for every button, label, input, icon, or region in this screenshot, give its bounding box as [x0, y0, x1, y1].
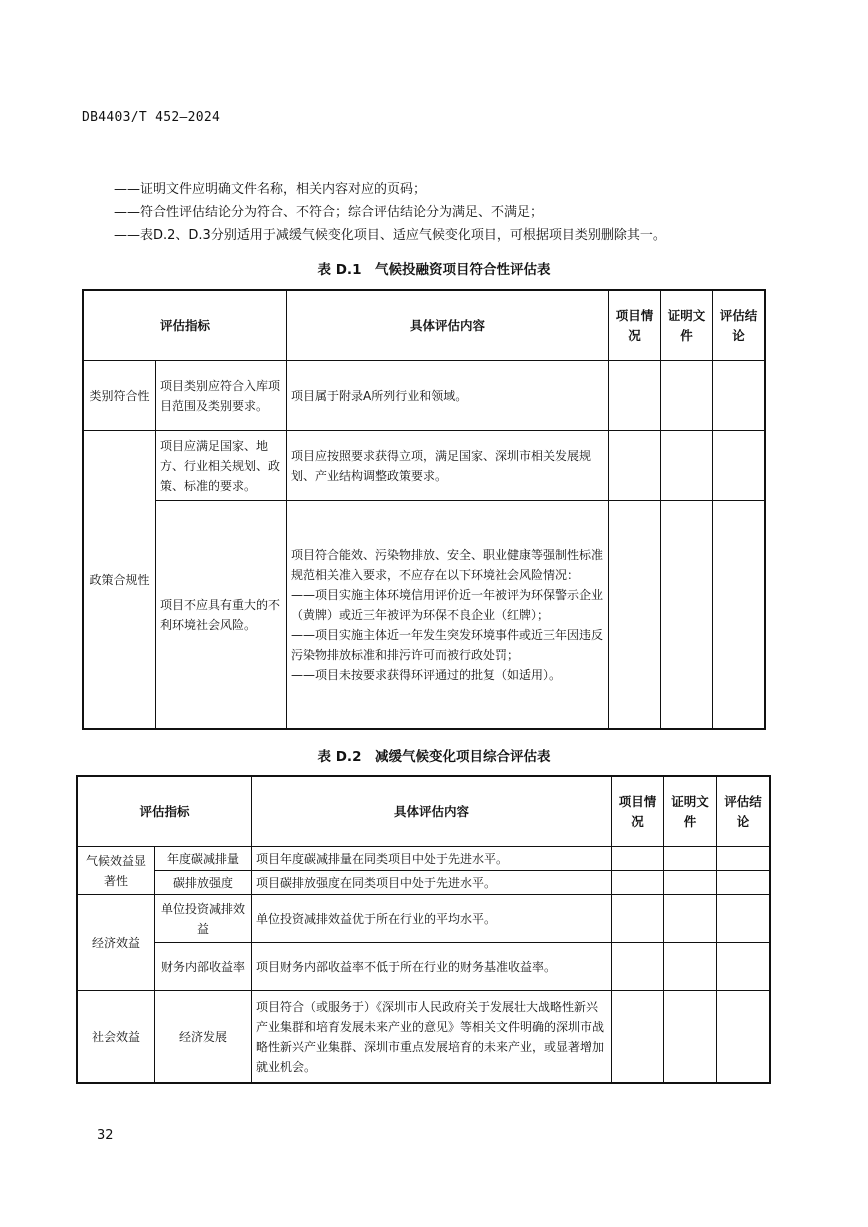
content-cell: 项目属于附录A所列行业和领域。: [287, 361, 609, 431]
content-item: ——项目实施主体近一年发生突发环境事件或近三年因违反污染物排放标准和排污许可而被行政处罚；: [291, 627, 604, 662]
header-situation: 项目情况: [612, 777, 664, 847]
table-row: [78, 991, 770, 1083]
document-code: DB4403/T 452—2024: [82, 110, 221, 125]
content-intro: 项目符合能效、污染物排放、安全、职业健康等强制性标准规范相关准入要求，不应存在以下环境社会风险情况：: [291, 547, 604, 582]
sub-indicator-cell: 碳排放强度: [155, 871, 252, 895]
sub-indicator-cell: 财务内部收益率: [155, 943, 252, 991]
situation-cell[interactable]: [612, 847, 664, 871]
header-indicator: 评估指标: [78, 777, 252, 847]
content-item: ——项目实施主体环境信用评价近一年被评为环保警示企业（黄牌）或近三年被评为环保不良企业（红牌）；: [291, 587, 604, 622]
content-cell: [287, 501, 609, 729]
table1: [83, 290, 765, 729]
content-cell: 项目应按照要求获得立项，满足国家、深圳市相关发展规划、产业结构调整政策要求。: [287, 431, 609, 501]
conclusion-cell[interactable]: [713, 501, 765, 729]
table-row: [78, 895, 770, 943]
conclusion-cell[interactable]: [717, 943, 770, 991]
sub-indicator-cell: 经济发展: [155, 991, 252, 1083]
table1-title: 表 D.1 气候投融资项目符合性评估表: [317, 262, 551, 278]
table-row: [84, 431, 765, 501]
conclusion-cell[interactable]: [717, 847, 770, 871]
table-row: [78, 847, 770, 871]
header-content: 具体评估内容: [252, 777, 612, 847]
content-cell: 项目年度碳减排量在同类项目中处于先进水平。: [252, 847, 612, 871]
situation-cell[interactable]: [609, 431, 661, 501]
table-row: [84, 361, 765, 431]
evidence-cell[interactable]: [664, 895, 717, 943]
category-cell: 社会效益: [78, 991, 155, 1083]
situation-cell[interactable]: [609, 361, 661, 431]
situation-cell[interactable]: [609, 501, 661, 729]
category-cell: 类别符合性: [84, 361, 156, 431]
page-number: 32: [97, 1128, 114, 1143]
evidence-cell[interactable]: [661, 431, 713, 501]
header-situation: 项目情况: [609, 291, 661, 361]
table-row: [78, 871, 770, 895]
situation-cell[interactable]: [612, 991, 664, 1083]
indicator-cell: 项目类别应符合入库项目范围及类别要求。: [156, 361, 287, 431]
header-indicator: 评估指标: [84, 291, 287, 361]
note-line: ——符合性评估结论分为符合、不符合；综合评估结论分为满足、不满足；: [114, 205, 544, 220]
conclusion-cell[interactable]: [717, 991, 770, 1083]
sub-indicator-cell: 单位投资减排效益: [155, 895, 252, 943]
note-line: ——证明文件应明确文件名称，相关内容对应的页码；: [114, 182, 427, 197]
indicator-cell: 项目应满足国家、地方、行业相关规划、政策、标准的要求。: [156, 431, 287, 501]
table2-title: 表 D.2 减缓气候变化项目综合评估表: [317, 749, 551, 765]
category-cell: 政策合规性: [84, 431, 156, 729]
content-item: ——项目未按要求获得环评通过的批复（如适用）。: [291, 667, 562, 682]
category-cell: 经济效益: [78, 895, 155, 991]
conclusion-cell[interactable]: [717, 871, 770, 895]
content-cell: 项目财务内部收益率不低于所在行业的财务基准收益率。: [252, 943, 612, 991]
header-conclusion: 评估结论: [713, 291, 765, 361]
category-cell: 气候效益显著性: [78, 847, 155, 895]
header-conclusion: 评估结论: [717, 777, 770, 847]
evidence-cell[interactable]: [664, 991, 717, 1083]
content-cell: 单位投资减排效益优于所在行业的平均水平。: [252, 895, 612, 943]
situation-cell[interactable]: [612, 871, 664, 895]
header-evidence: 证明文件: [661, 291, 713, 361]
situation-cell[interactable]: [612, 895, 664, 943]
evidence-cell[interactable]: [664, 943, 717, 991]
header-evidence: 证明文件: [664, 777, 717, 847]
sub-indicator-cell: 年度碳减排量: [155, 847, 252, 871]
notes-list: [114, 178, 774, 247]
conclusion-cell[interactable]: [713, 361, 765, 431]
evidence-cell[interactable]: [661, 501, 713, 729]
conclusion-cell[interactable]: [713, 431, 765, 501]
content-cell: 项目符合（或服务于）《深圳市人民政府关于发展壮大战略性新兴产业集群和培育发展未来产业的意见》等相关文件明确的深圳市战略性新兴产业集群、深圳市重点发展培育的未来产业，或显著增加就业机会。: [252, 991, 612, 1083]
evidence-cell[interactable]: [664, 847, 717, 871]
table2: [77, 776, 770, 1083]
note-line: ——表D.2、D.3分别适用于减缓气候变化项目、适应气候变化项目，可根据项目类别删除其一。: [114, 228, 666, 243]
indicator-cell: 项目不应具有重大的不利环境社会风险。: [156, 501, 287, 729]
content-cell: 项目碳排放强度在同类项目中处于先进水平。: [252, 871, 612, 895]
evidence-cell[interactable]: [661, 361, 713, 431]
situation-cell[interactable]: [612, 943, 664, 991]
table-row: [84, 501, 765, 729]
evidence-cell[interactable]: [664, 871, 717, 895]
header-content: 具体评估内容: [287, 291, 609, 361]
table-row: [78, 943, 770, 991]
conclusion-cell[interactable]: [717, 895, 770, 943]
